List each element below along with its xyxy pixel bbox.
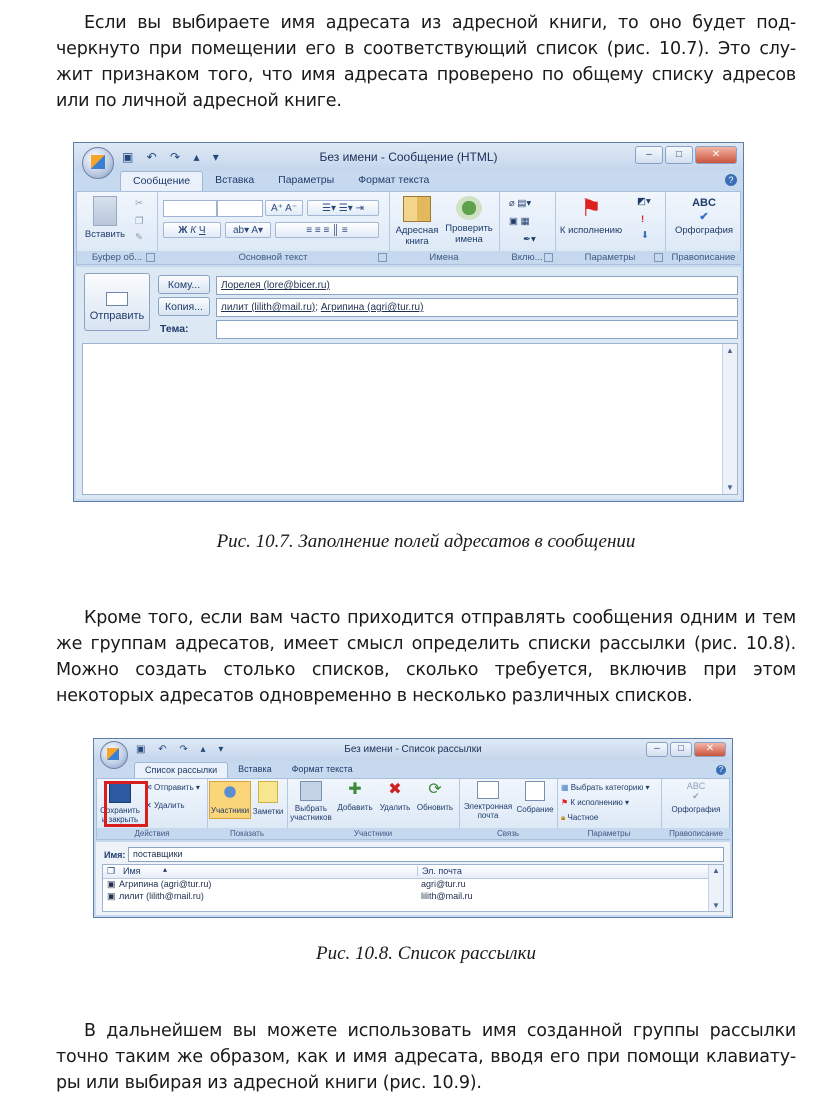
format-painter-icon[interactable]: ✎	[135, 232, 143, 243]
group-label: Основной текст	[157, 251, 389, 264]
group-label: Правописание	[661, 828, 731, 839]
list-area	[96, 842, 730, 915]
address-book-icon	[403, 196, 431, 222]
paragraph-2: Кроме того, если вам часто приходится отправлять сообщения одним и тем же группам адресатов, имеет смысл определить списки рассылки (рис. 10.8). Можно создать столько списков, сколько требуется, включив при этом некоторых адресатов одновременно в несколько различных списков.	[56, 608, 796, 706]
column-name[interactable]: Имя	[123, 866, 141, 876]
email-icon	[477, 781, 499, 799]
notes-icon	[258, 781, 278, 803]
flag-icon: ⚑	[580, 195, 602, 222]
figure-caption-10-7: Рис. 10.7. Заполнение полей адресатов в сообщении	[216, 531, 636, 552]
cc-field[interactable]: лилит (lilith@mail.ru); Агрипина (agri@tur.ru)	[216, 298, 738, 317]
vertical-scrollbar[interactable]	[708, 865, 723, 911]
save-close-button[interactable]: Сохранить и закрыть	[99, 781, 141, 824]
cut-icon[interactable]: ✂	[135, 198, 143, 209]
spelling-icon: ABC ✔	[692, 197, 716, 223]
update-button[interactable]: ⟳ Обновить	[416, 781, 454, 812]
vertical-scrollbar[interactable]	[722, 344, 737, 494]
office-logo-icon	[91, 155, 105, 169]
followup-button[interactable]: ⚑ К исполнению	[559, 195, 623, 236]
lock-icon: 🔒︎	[561, 813, 566, 822]
send-button[interactable]: Отправить	[84, 273, 150, 331]
tab-format-text[interactable]: Формат текста	[291, 764, 353, 774]
group-clipboard	[77, 192, 158, 264]
minimize-icon[interactable]: –	[635, 146, 663, 164]
scroll-up-icon[interactable]: ▲	[726, 346, 734, 355]
table-row[interactable]	[103, 879, 709, 890]
spelling-button[interactable]: ABC ✔ Орфография	[671, 781, 721, 814]
close-icon[interactable]: ✕	[694, 742, 726, 757]
font-size-select[interactable]	[217, 200, 263, 217]
quick-access-toolbar[interactable]: ▣ ↶ ↷ ▴ ▾	[136, 744, 229, 755]
categorize-icon[interactable]: ◩▾	[637, 196, 651, 207]
table-row[interactable]	[103, 891, 709, 902]
distribution-list-window	[93, 738, 733, 918]
clipboard-icon	[93, 196, 117, 226]
low-importance-icon[interactable]: ⬇	[641, 230, 649, 241]
tab-format-text[interactable]: Формат текста	[358, 174, 430, 186]
delete-icon: ✕	[145, 801, 152, 810]
email-button[interactable]: Электронная почта	[461, 781, 515, 820]
check-names-button[interactable]: Проверить имена	[443, 196, 495, 245]
group-label: Параметры	[555, 251, 665, 264]
scroll-down-icon[interactable]: ▼	[726, 483, 734, 492]
window-title: Без имени - Сообщение (HTML)	[319, 150, 498, 164]
scroll-down-icon[interactable]: ▼	[712, 901, 720, 910]
office-button[interactable]	[100, 741, 128, 769]
add-member-icon: ✚	[348, 781, 362, 798]
window-controls	[646, 742, 726, 757]
window-controls	[635, 146, 737, 164]
group-proofing	[665, 192, 742, 264]
list-name-field[interactable]: поставщики	[128, 847, 724, 862]
group-communicate	[459, 779, 558, 839]
members-icon	[220, 782, 240, 802]
grow-shrink-font-buttons[interactable]: A⁺ A⁻	[265, 200, 303, 216]
categorize-icon: ▦	[561, 783, 569, 792]
remove-member-button[interactable]: ✖ Удалить	[379, 781, 411, 812]
dialog-launcher-icon[interactable]	[654, 253, 663, 262]
help-icon[interactable]: ?	[725, 174, 737, 186]
group-names	[389, 192, 500, 264]
spelling-button[interactable]: ABC ✔ Орфография	[674, 197, 734, 236]
maximize-icon[interactable]: □	[665, 146, 693, 164]
group-label: Показать	[207, 828, 287, 839]
group-label: Участники	[287, 828, 459, 839]
spelling-icon: ABC ✔	[686, 781, 706, 801]
send-list-button[interactable]: ✉ Отправить ▾	[145, 783, 200, 792]
group-label: Действия	[97, 828, 207, 839]
meeting-icon	[525, 781, 545, 801]
group-members	[287, 779, 460, 839]
members-list	[102, 864, 724, 912]
dialog-launcher-icon[interactable]	[146, 253, 155, 262]
group-label: Связь	[459, 828, 557, 839]
figure-caption-10-8: Рис. 10.8. Список рассылки	[316, 943, 536, 964]
cc-button[interactable]: Копия...	[158, 297, 210, 316]
add-member-button[interactable]: ✚ Добавить	[337, 781, 373, 812]
ribbon-tabs	[120, 171, 441, 191]
tab-options[interactable]: Параметры	[278, 174, 335, 186]
paragraph-3: В дальнейшем вы можете использовать имя созданной группы рассылки точно таким же образом, как и имя адресата, вводя его при помощи клавиату-ры или выбирая из адресной книги (рис. 10.9).	[56, 1021, 796, 1093]
check-names-icon	[456, 196, 482, 220]
members-view-button[interactable]: Участники	[209, 781, 251, 819]
member-name: Агрипина (agri@tur.ru)	[119, 879, 212, 889]
ribbon	[76, 191, 741, 265]
group-proofing	[661, 779, 731, 839]
ribbon	[96, 778, 730, 840]
subject-label: Тема:	[160, 323, 189, 335]
column-email[interactable]: Эл. почта	[417, 866, 462, 876]
column-icon: ❐	[107, 866, 116, 876]
highlight-frame	[104, 781, 148, 827]
message-body[interactable]	[82, 343, 738, 495]
list-buttons[interactable]: ☰▾ ☰▾ ⇥	[307, 200, 379, 216]
window-title: Без имени - Список рассылки	[344, 744, 482, 755]
address-book-button[interactable]: Адресная книга	[393, 196, 441, 247]
contact-icon: ▣	[107, 891, 116, 901]
select-members-button[interactable]: Выбрать участников	[289, 781, 333, 822]
group-show	[207, 779, 288, 839]
scroll-up-icon[interactable]: ▲	[712, 866, 720, 875]
alignment-buttons[interactable]: ≡ ≡ ≡ ║ ≡	[275, 222, 379, 238]
member-email: agri@tur.ru	[421, 879, 466, 889]
group-label: Параметры	[557, 828, 661, 839]
flag-icon: ⚑	[561, 798, 569, 807]
to-field[interactable]: Лорелея (lore@bicer.ru)	[216, 276, 738, 295]
group-options	[555, 192, 666, 264]
private-button[interactable]: 🔒︎ Частное	[561, 813, 599, 822]
signature-icon[interactable]: ✒▾	[523, 234, 536, 245]
group-label: Буфер об...	[77, 251, 157, 264]
tab-distribution-list[interactable]: Список рассылки	[134, 762, 228, 778]
list-header	[103, 865, 709, 879]
message-area	[76, 267, 741, 499]
to-button[interactable]: Кому...	[158, 275, 210, 294]
high-importance-icon[interactable]: !	[641, 214, 645, 225]
bold-italic-underline-buttons[interactable]: Ж К Ч	[163, 222, 221, 238]
close-icon[interactable]: ✕	[695, 146, 737, 164]
subject-field[interactable]	[216, 320, 738, 339]
outlook-message-window	[73, 142, 744, 502]
dialog-launcher-icon[interactable]	[378, 253, 387, 262]
tab-insert[interactable]: Вставка	[215, 174, 255, 186]
title-bar	[94, 739, 732, 761]
ribbon-tabs	[134, 762, 363, 778]
copy-icon[interactable]: ❐	[135, 216, 144, 227]
tab-message[interactable]: Сообщение	[120, 171, 203, 191]
group-include	[499, 192, 556, 264]
attach-file-icon[interactable]: ⌀ ▤▾	[509, 198, 532, 209]
tab-insert[interactable]: Вставка	[238, 764, 272, 774]
paragraph-1: Если вы выбираете имя адресата из адресной книги, то оно будет под-черкнуто при помещении его в соответствующий список (рис. 10.7). Это слу-жит признаком того, что имя адресата проверено по общему списку адресов или по личной адресной книге.	[56, 13, 796, 111]
paste-button[interactable]: Вставить	[83, 196, 127, 240]
title-bar	[74, 143, 743, 171]
delete-list-button[interactable]: ✕ Удалить	[145, 801, 185, 810]
member-name: лилит (lilith@mail.ru)	[119, 891, 204, 901]
followup-button[interactable]: ⚑ К исполнению ▾	[561, 798, 630, 807]
font-family-select[interactable]	[163, 200, 217, 217]
send-icon	[106, 292, 128, 306]
categorize-button[interactable]: ▦ Выбрать категорию ▾	[561, 783, 650, 792]
maximize-icon[interactable]: □	[670, 742, 692, 757]
quick-access-toolbar[interactable]: ▣ ↶ ↷ ▴ ▾	[122, 150, 224, 164]
office-button[interactable]	[82, 147, 114, 179]
highlight-font-color-buttons[interactable]: ab▾ A▾	[225, 222, 271, 238]
sort-icon: ▴	[163, 865, 168, 874]
group-options	[557, 779, 662, 839]
select-members-icon	[300, 781, 322, 801]
notes-button[interactable]: Заметки	[249, 781, 287, 817]
member-email: lilith@mail.ru	[421, 891, 473, 901]
minimize-icon[interactable]: –	[646, 742, 668, 757]
group-label: Имена	[389, 251, 499, 264]
attach-item-icon[interactable]: ▣ ▦	[509, 216, 530, 227]
group-basic-text	[157, 192, 390, 264]
office-logo-icon	[107, 748, 119, 760]
meeting-button[interactable]: Собрание	[515, 781, 555, 815]
remove-member-icon: ✖	[388, 781, 402, 798]
help-icon[interactable]: ?	[716, 765, 726, 775]
group-label: Вклю...	[499, 251, 555, 264]
name-label: Имя:	[104, 850, 126, 860]
dialog-launcher-icon[interactable]	[544, 253, 553, 262]
contact-icon: ▣	[107, 879, 116, 889]
update-icon: ⟳	[428, 781, 442, 798]
group-label: Правописание	[665, 251, 742, 264]
